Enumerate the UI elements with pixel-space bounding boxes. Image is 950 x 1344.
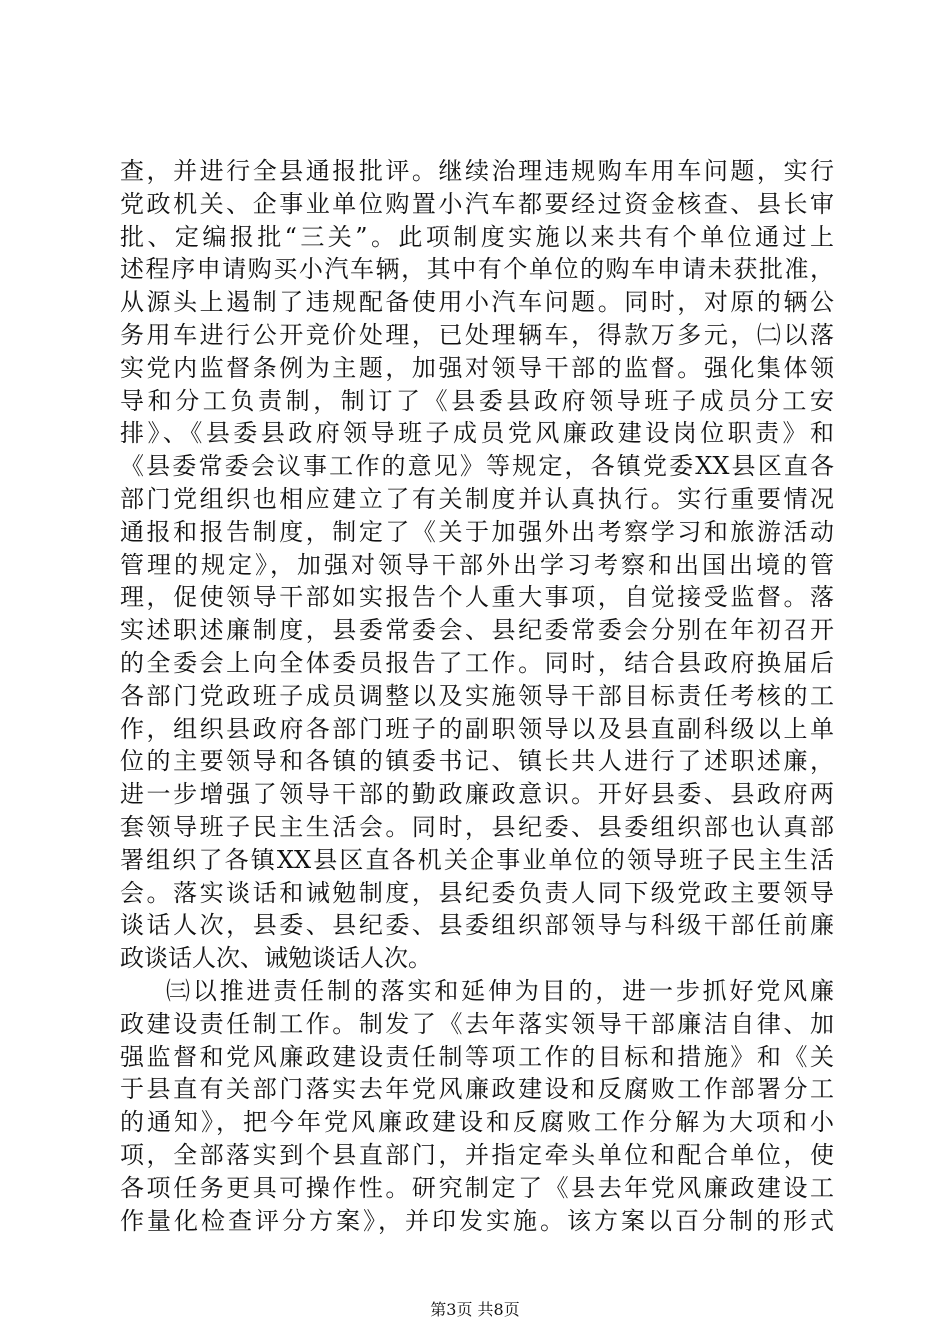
text-line: 导和分工负责制，制订了《县委县政府领导班子成员分工安 — [120, 386, 834, 415]
text-line: 的通知》，把今年党风廉政建设和反腐败工作分解为大项和小 — [120, 1108, 834, 1137]
text-line: 套领导班子民主生活会。同时，县纪委、县委组织部也认真部 — [120, 812, 834, 841]
text-line: 理，促使领导干部如实报告个人重大事项，自觉接受监督。落 — [120, 583, 834, 612]
text-line: 实述职述廉制度，县委常委会、县纪委常委会分别在年初召开 — [120, 616, 834, 645]
page-number-footer: 第3页 共8页 — [430, 1300, 520, 1319]
text-line: 查，并进行全县通报批评。继续治理违规购车用车问题，实行 — [120, 157, 834, 185]
text-line: 实党内监督条例为主题，加强对领导干部的监督。强化集体领 — [120, 353, 834, 382]
text-line: 通报和报告制度，制定了《关于加强外出考察学习和旅游活动 — [120, 517, 834, 546]
text-line: 于县直有关部门落实去年党风廉政建设和反腐败工作部署分工 — [120, 1075, 834, 1104]
text-line: 作，组织县政府各部门班子的副职领导以及县直副科级以上单 — [120, 714, 834, 743]
text-line: 排》、《县委县政府领导班子成员党风廉政建设岗位职责》和 — [120, 419, 834, 448]
body-text — [120, 155, 834, 1237]
text-line: 各部门党政班子成员调整以及实施领导干部目标责任考核的工 — [120, 681, 834, 710]
text-line: 管理的规定》，加强对领导干部外出学习考察和出国出境的管 — [120, 550, 834, 579]
text-line: 会。落实谈话和诫勉制度，县纪委负责人同下级党政主要领导 — [120, 878, 834, 907]
text-line: 强监督和党风廉政建设责任制等项工作的目标和措施》和《关 — [120, 1042, 834, 1071]
text-line: 批、定编报批“三关”。此项制度实施以来共有个单位通过上 — [120, 222, 834, 251]
text-line: 位的主要领导和各镇的镇委书记、镇长共人进行了述职述廉， — [120, 747, 834, 776]
text-line: 从源头上遏制了违规配备使用小汽车问题。同时，对原的辆公 — [120, 288, 834, 317]
text-line: 进一步增强了领导干部的勤政廉政意识。开好县委、县政府两 — [120, 780, 834, 809]
text-line: 项，全部落实到个县直部门，并指定牵头单位和配合单位，使 — [120, 1140, 834, 1169]
text-line: 署组织了各镇XX县区直各机关企事业单位的领导班子民主生活 — [120, 845, 834, 874]
text-line: 《县委常委会议事工作的意见》等规定，各镇党委XX县区直各 — [120, 452, 834, 481]
text-line: 政建设责任制工作。制发了《去年落实领导干部廉洁自律、加 — [120, 1009, 834, 1038]
paragraph-start-line: ㈢以推进责任制的落实和延伸为目的，进一步抓好党风廉 — [166, 976, 834, 1005]
text-line: 务用车进行公开竞价处理，已处理辆车，得款万多元，㈡以落 — [120, 320, 834, 349]
text-line: 部门党组织也相应建立了有关制度并认真执行。实行重要情况 — [120, 484, 834, 513]
text-line: 的全委会上向全体委员报告了工作。同时，结合县政府换届后 — [120, 648, 834, 677]
text-line: 述程序申请购买小汽车辆，其中有个单位的购车申请未获批准， — [120, 255, 834, 284]
text-line: 各项任务更具可操作性。研究制定了《县去年党风廉政建设工 — [120, 1173, 834, 1202]
text-line: 党政机关、企事业单位购置小汽车都要经过资金核查、县长审 — [120, 189, 834, 218]
paragraph-end-line: 政谈话人次、诫勉谈话人次。 — [120, 944, 432, 973]
text-line: 作量化检查评分方案》，并印发实施。该方案以百分制的形式 — [120, 1206, 834, 1235]
text-line: 谈话人次，县委、县纪委、县委组织部领导与科级干部任前廉 — [120, 911, 834, 940]
